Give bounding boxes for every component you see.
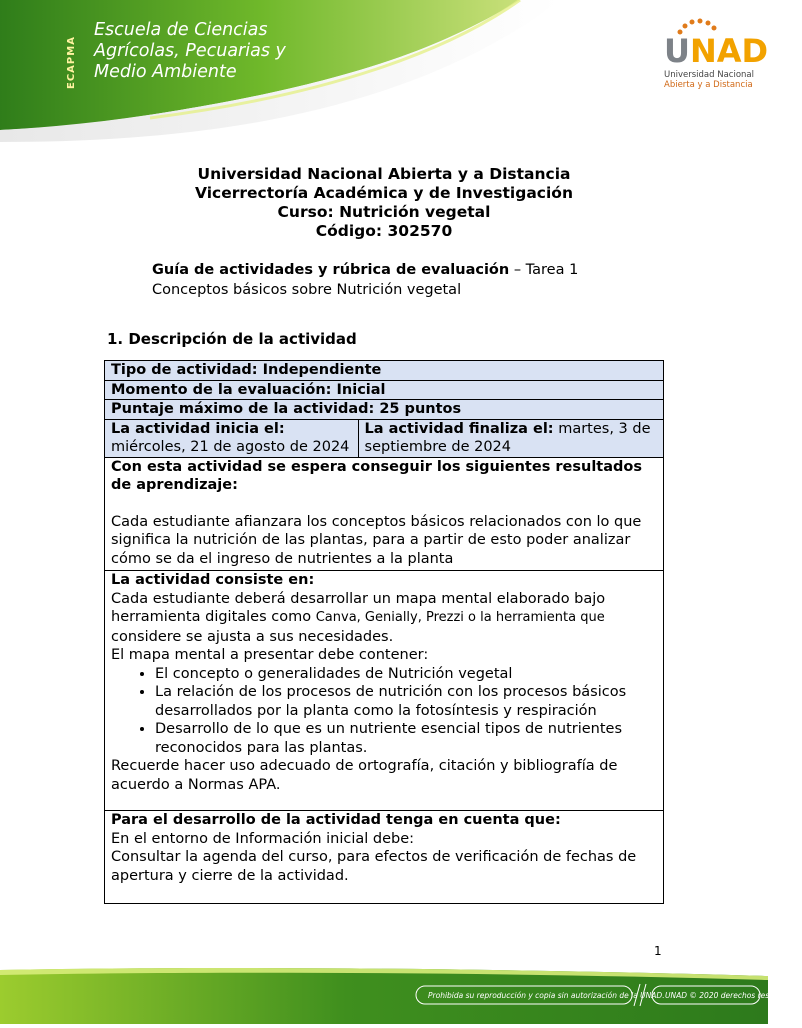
row-tipo (105, 361, 664, 381)
bullet-item: • Desarrollo de lo que es un nutriente esencial tipos de nutrientes reconocidos para las plantas. (155, 720, 657, 757)
cuenta-paragraph2: Consultar la agenda del curso, para efectos de verificación de fechas de apertura y cierre de la actividad. (111, 849, 637, 884)
unad-logo-graphic (660, 18, 769, 70)
bullet-item: • El concepto o generalidades de Nutrición vegetal (155, 665, 657, 684)
cell-cuenta (105, 811, 664, 904)
unad-logo-text: UNAD (664, 32, 769, 70)
school-name-line1: Escuela de Ciencias (94, 20, 268, 40)
unad-logo-caption-line2: Abierta y a Distancia (664, 80, 753, 90)
activity-table (104, 360, 664, 904)
section-heading: 1. Descripción de la actividad (107, 330, 357, 348)
consiste-p1c: considere se ajusta a sus necesidades. (111, 628, 394, 645)
cell-resultados (105, 457, 664, 571)
consiste-paragraph1 (111, 590, 657, 628)
row-cuenta (105, 811, 664, 904)
cell-consiste (105, 571, 664, 811)
school-name-line3: Medio Ambiente (94, 62, 237, 82)
school-name-line2: Agrícolas, Pecuarias y (94, 41, 286, 61)
resultados-text: Cada estudiante afianzara los conceptos básicos relacionados con lo que significa la nutrición de las plantas, para a partir de esto poder analizar cómo se da el ingreso de nutrientes a la planta (111, 513, 642, 567)
end-date-label: La actividad finaliza el: (364, 420, 554, 437)
unad-logo-caption (664, 70, 754, 90)
footer-rights: UNAD © 2020 derechos reservados. (665, 991, 802, 1000)
page-number: 1 (654, 944, 662, 958)
resultados-heading: Con esta actividad se espera conseguir los siguientes resultados de aprendizaje: (111, 458, 642, 493)
row-dates (105, 419, 664, 457)
consiste-paragraph2: El mapa mental a presentar debe contener: (111, 647, 429, 663)
guide-subtitle: Conceptos básicos sobre Nutrición vegetal (152, 282, 462, 298)
ecapma-tag: ECAPMA (66, 36, 77, 90)
guide-title-task: – Tarea 1 (509, 262, 579, 278)
title-vicerrectoria: Vicerrectoría Académica y de Investigación (195, 184, 573, 202)
row-resultados (105, 457, 664, 571)
consiste-bullet-list (111, 665, 657, 758)
start-date-label: La actividad inicia el: (111, 420, 285, 437)
consiste-paragraph3: Recuerde hacer uso adecuado de ortografía, citación y bibliografía de acuerdo a Normas APA. (111, 758, 618, 793)
cell-start-date (105, 419, 359, 457)
activity-guide-heading (152, 260, 578, 300)
title-course: Curso: Nutrición vegetal (277, 203, 491, 221)
title-university: Universidad Nacional Abierta y a Distancia (197, 165, 571, 183)
guide-title-bold: Guía de actividades y rúbrica de evaluación (152, 262, 510, 278)
consiste-heading: La actividad consiste en: (111, 572, 315, 588)
row-consiste (105, 571, 664, 811)
consiste-p1b: Canva, Genially, Prezzi o la herramienta que (315, 610, 605, 625)
start-date-value: miércoles, 21 de agosto de 2024 (111, 439, 350, 455)
bullet-item: • La relación de los procesos de nutrición con los procesos básicos desarrollados por la planta como la fotosíntesis y respiración (155, 683, 657, 720)
school-name (94, 20, 286, 83)
cuenta-heading: Para el desarrollo de la actividad tenga en cuenta que: (111, 812, 561, 828)
row-momento (105, 380, 664, 400)
end-date-value: martes, 3 de septiembre de 2024 (364, 420, 651, 455)
cell-end-date (358, 419, 663, 457)
unad-logo-caption-line1: Universidad Nacional (664, 70, 754, 80)
cell-momento: Momento de la evaluación: Inicial (105, 380, 664, 400)
title-code: Código: 302570 (315, 222, 453, 240)
row-puntaje (105, 400, 664, 420)
document-titles (0, 165, 768, 241)
cell-tipo: Tipo de actividad: Independiente (105, 361, 664, 381)
unad-logo-text-rest: NAD (689, 32, 769, 70)
footer-notice: Prohibida su reproducción y copia sin autorización de la UNAD. (428, 991, 665, 1000)
consiste-p1a: Cada estudiante deberá desarrollar un mapa mental elaborado bajo herramienta digitales como (111, 590, 606, 625)
cell-puntaje: Puntaje máximo de la actividad: 25 puntos (105, 400, 664, 420)
cuenta-paragraph1: En el entorno de Información inicial debe: (111, 830, 415, 847)
